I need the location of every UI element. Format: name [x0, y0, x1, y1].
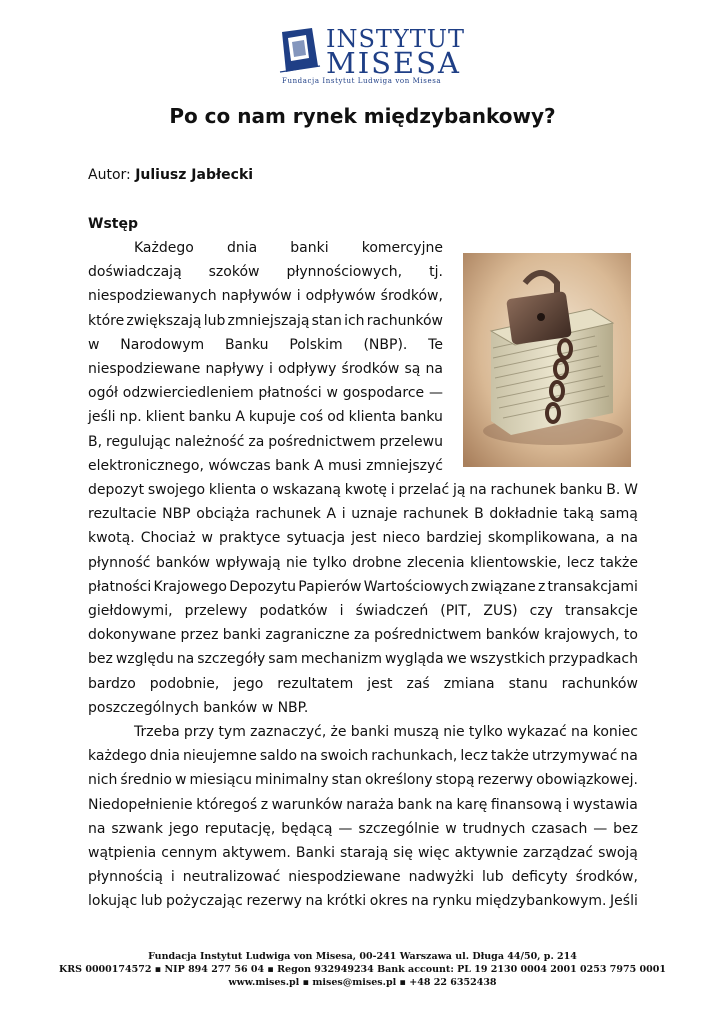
body-word: także — [490, 748, 530, 765]
body-word: rachunek — [490, 482, 556, 498]
body-word: lecz — [460, 748, 488, 765]
body-word: Krajowego — [153, 578, 227, 595]
body-word: Papierów — [298, 578, 362, 595]
body-word: środków, — [575, 869, 638, 886]
body-line — [88, 575, 638, 599]
body-word: na — [176, 651, 195, 668]
body-word: na — [435, 796, 453, 813]
body-word: nadwyżki — [408, 869, 475, 886]
body-word: aktywem. — [222, 845, 291, 861]
body-word: stan — [331, 772, 362, 789]
body-word: pożyczając — [165, 893, 243, 910]
body-word: A — [326, 506, 337, 523]
body-word: lokując — [88, 893, 138, 910]
body-word: jest — [367, 675, 393, 692]
body-word: klient — [145, 409, 185, 426]
body-line — [88, 430, 443, 454]
body-word: — — [593, 820, 608, 837]
body-word: o — [260, 482, 269, 498]
page-title: Po co nam rynek międzybankowy? — [169, 104, 556, 128]
body-line — [88, 260, 443, 284]
body-word: rachunków — [561, 675, 638, 692]
body-word: zarządzać — [522, 845, 594, 861]
body-word: minimalny — [255, 772, 329, 789]
body-word: kupuje — [248, 409, 296, 426]
body-word: środków — [341, 361, 400, 377]
body-word: z — [537, 578, 546, 595]
body-word: finansową — [490, 796, 562, 813]
body-word: dnia — [226, 240, 258, 256]
body-line — [88, 309, 443, 333]
body-word: dnia — [149, 748, 180, 765]
body-word: ich — [344, 312, 365, 329]
body-line — [88, 865, 638, 889]
body-word: podobnie, — [149, 675, 220, 692]
body-word: bez — [88, 651, 113, 668]
body-word: są — [404, 361, 421, 377]
body-word: czy — [529, 603, 553, 619]
body-word: wpływają — [215, 554, 281, 571]
body-word: na — [88, 820, 106, 837]
body-word: na — [571, 724, 589, 740]
body-word: i — [565, 796, 570, 813]
body-word: swoich — [320, 748, 369, 765]
body-word: nie — [286, 554, 308, 571]
body-word: na — [305, 893, 323, 910]
body-word: na — [620, 748, 638, 765]
body-word: gospodarce — [342, 385, 425, 402]
body-word: płatności — [88, 578, 152, 595]
body-line — [88, 696, 638, 720]
body-word: napływów — [221, 288, 292, 305]
body-line — [88, 526, 638, 550]
body-word: wystawia — [572, 796, 638, 813]
body-word: odpływy — [278, 361, 337, 377]
body-word: krajowych, — [543, 627, 620, 644]
body-word: bez — [613, 820, 638, 837]
body-word: któregoś — [196, 796, 258, 813]
body-word: utrzymywać — [532, 748, 618, 765]
body-word: jeśli — [88, 409, 116, 426]
body-word: i — [341, 506, 346, 523]
body-word: za — [248, 433, 265, 450]
body-word: środków, — [380, 288, 443, 305]
author-line — [88, 167, 253, 183]
body-word: B — [474, 506, 484, 523]
body-word: w — [445, 820, 457, 837]
body-word: bank — [397, 796, 432, 813]
body-word: obowiązkowej. — [536, 772, 638, 789]
body-word: (PIT, — [440, 603, 472, 619]
body-word: NBP — [162, 506, 191, 523]
body-word: rynku — [432, 893, 472, 910]
body-word: bardzo — [88, 675, 136, 692]
body-word: (NBP). — [363, 336, 408, 353]
body-word: nich — [88, 772, 118, 789]
body-word: obciąża — [196, 506, 250, 523]
body-word: naraża — [346, 796, 395, 813]
body-word: banku — [188, 409, 232, 426]
body-word: niespodziewane — [288, 869, 401, 886]
body-word: starają — [339, 845, 389, 861]
logo-word-instytut: INSTYTUT — [326, 25, 466, 53]
body-word: pośrednictwem — [374, 627, 482, 644]
body-word: będącą — [281, 820, 333, 837]
body-word: przelać — [398, 482, 450, 498]
body-word: od — [327, 409, 345, 426]
body-word: jego — [233, 675, 264, 692]
body-word: ją — [452, 482, 466, 498]
body-word: aktywnie — [454, 845, 518, 861]
body-line — [88, 478, 638, 502]
body-word: odpływów — [305, 288, 376, 305]
body-line — [88, 647, 638, 671]
body-word: zmniejszają — [227, 312, 310, 329]
body-line — [88, 357, 443, 381]
body-word: dokładnie — [489, 506, 558, 523]
body-word: na — [469, 482, 487, 498]
body-word: Te — [428, 336, 443, 353]
body-word: czasach — [531, 820, 588, 837]
body-word: elektronicznego, — [88, 457, 204, 474]
body-word: napływy — [205, 361, 264, 377]
body-word: kwotę — [344, 482, 388, 498]
body-word: przelewy — [184, 603, 248, 619]
body-word: zwiększają — [126, 312, 202, 329]
body-word: A — [314, 457, 324, 474]
body-word: nieujemne — [182, 748, 257, 765]
body-word: B. — [606, 482, 621, 498]
body-word: lecz — [566, 554, 595, 571]
footer-registration: KRS 0000174572 ▪ NIP 894 277 56 04 ▪ Regon 932949234 Bank account: PL 19 2130 0004 2001 0253 7975 0001 — [59, 964, 666, 975]
body-word: szwank — [111, 820, 164, 837]
body-word: banki — [350, 724, 390, 740]
body-word: drobne — [352, 554, 402, 571]
body-word: to — [623, 627, 638, 644]
body-word: saldo — [259, 748, 298, 765]
body-word: transakcjami — [547, 578, 638, 595]
body-word: tj. — [429, 264, 443, 281]
body-line — [88, 744, 638, 768]
body-word: podatków — [259, 603, 328, 619]
body-word: reputację, — [204, 820, 276, 837]
body-word: szoków — [208, 264, 260, 281]
body-word: pośrednictwem — [268, 433, 376, 450]
body-word: tylko — [468, 724, 503, 740]
body-word: na — [425, 361, 443, 377]
body-line — [88, 284, 443, 308]
body-word: dokonywane — [88, 627, 177, 644]
body-line — [134, 236, 443, 260]
body-word: banków — [485, 627, 540, 644]
body-word: na — [620, 530, 638, 547]
body-word: przypadkach — [548, 651, 638, 668]
body-word: Banki — [295, 845, 335, 861]
body-word: zmniejszyć — [366, 457, 443, 474]
body-word: rezerwy — [477, 772, 534, 789]
body-word: krótki — [326, 893, 367, 910]
body-word: na — [411, 893, 429, 910]
body-word: w — [326, 385, 338, 402]
body-word: zmiana — [443, 675, 495, 692]
body-word: warunków — [271, 796, 343, 813]
body-word: klienta — [208, 482, 257, 498]
body-word: także — [599, 554, 638, 571]
body-word: odzwierciedleniem — [122, 385, 254, 402]
body-word: banki — [290, 240, 329, 256]
body-word: przelewu — [379, 433, 443, 450]
body-word: stan — [311, 312, 342, 329]
body-word: banki — [222, 627, 262, 644]
body-word: stanu — [508, 675, 548, 692]
body-word: rachunkach, — [371, 748, 458, 765]
body-word: rachunek — [403, 506, 469, 523]
body-word: i — [339, 603, 344, 619]
body-word: doświadczają — [88, 264, 182, 281]
body-word: lub — [482, 869, 504, 886]
body-word: Niedopełnienie — [88, 796, 193, 813]
body-word: Wartościowych — [363, 578, 469, 595]
body-word: płynnością — [88, 869, 163, 886]
body-word: przez — [180, 627, 219, 644]
body-line — [88, 405, 443, 429]
body-word: płynność — [88, 554, 151, 571]
section-heading: Wstęp — [88, 216, 138, 232]
body-word: niespodziewane — [88, 361, 201, 377]
body-word: samą — [599, 506, 638, 523]
body-word: lub — [203, 312, 226, 329]
logo-tagline: Fundacja Instytut Ludwiga von Misesa — [282, 77, 442, 85]
body-line — [88, 502, 638, 526]
body-word: określony — [364, 772, 433, 789]
money-lock-image — [463, 253, 631, 467]
body-word: banku — [559, 482, 603, 498]
body-word: wszystkich — [469, 651, 546, 668]
body-word: zlecenia — [407, 554, 465, 571]
body-word: rachunek — [255, 506, 321, 523]
body-line — [88, 672, 638, 696]
body-word: zaznaczyć, — [250, 724, 327, 740]
body-word: że — [330, 724, 347, 740]
body-word: i — [296, 288, 301, 305]
body-word: skomplikowana, — [487, 530, 600, 547]
body-line — [88, 551, 638, 575]
body-word: sytuacja — [286, 530, 346, 547]
body-word: Każdego — [134, 240, 194, 256]
body-word: szczegóły — [197, 651, 266, 668]
body-line — [88, 454, 443, 478]
logo-emblem-icon — [278, 26, 322, 74]
body-word: Polskim — [289, 336, 343, 353]
body-word: giełdowymi, — [88, 603, 173, 619]
body-word: deficyty — [511, 869, 568, 886]
body-word: i — [170, 869, 175, 886]
body-word: jest — [351, 530, 377, 547]
body-word: wykazać — [507, 724, 567, 740]
body-word: miesiącu — [189, 772, 252, 789]
body-word: związane — [471, 578, 536, 595]
body-word: więc — [417, 845, 450, 861]
body-word: nieco — [382, 530, 421, 547]
body-word: W — [624, 482, 638, 498]
body-word: zaś — [406, 675, 430, 692]
body-word: zagraniczne — [265, 627, 350, 644]
body-line-text: poszczególnych banków w NBP. — [88, 699, 309, 716]
body-word: mechanizm — [300, 651, 382, 668]
body-word: się — [393, 845, 413, 861]
body-word: coś — [299, 409, 324, 426]
body-word: Chociaż — [140, 530, 196, 547]
body-word: przy — [183, 724, 215, 740]
body-word: średnio — [120, 772, 172, 789]
body-word: względu — [115, 651, 174, 668]
body-word: banków — [155, 554, 210, 571]
body-word: swoją — [598, 845, 638, 861]
body-word: tylko — [312, 554, 347, 571]
body-word: a — [605, 530, 615, 547]
body-word: karę — [456, 796, 488, 813]
body-word: niespodziewanych — [88, 288, 217, 305]
body-word: płatności — [258, 385, 322, 402]
body-word: we — [446, 651, 467, 668]
body-word: depozyt — [88, 482, 145, 498]
body-word: wygląda — [384, 651, 444, 668]
body-word: wskazaną — [272, 482, 342, 498]
body-word: wątpienia — [88, 845, 157, 861]
body-word: ZUS) — [483, 603, 518, 619]
body-word: transakcje — [565, 603, 638, 619]
body-line — [88, 768, 638, 792]
body-word: na — [300, 748, 318, 765]
body-word: np. — [119, 409, 142, 426]
body-word: praktyce — [218, 530, 281, 547]
body-word: które — [88, 312, 125, 329]
body-word: koniec — [592, 724, 638, 740]
body-word: Jeśli — [610, 893, 638, 910]
body-line — [88, 599, 638, 623]
body-line — [88, 841, 638, 865]
body-word: banku — [400, 409, 443, 426]
body-word: i — [390, 482, 395, 498]
body-word: taką — [563, 506, 595, 523]
body-word: Banku — [224, 336, 269, 353]
footer-address: Fundacja Instytut Ludwiga von Misesa, 00-241 Warszawa ul. Długa 44/50, p. 214 — [148, 951, 577, 962]
body-line — [88, 889, 638, 913]
body-word: w — [88, 336, 100, 353]
body-line — [88, 817, 638, 841]
body-word: — — [338, 820, 353, 837]
body-word: rezerwy — [246, 893, 302, 910]
body-word: sam — [268, 651, 298, 668]
body-word: świadczeń — [355, 603, 429, 619]
body-word: każdego — [88, 748, 147, 765]
body-word: klienta — [348, 409, 397, 426]
body-word: trudnych — [462, 820, 526, 837]
body-word: z — [260, 796, 269, 813]
page-footer — [0, 950, 725, 989]
body-word: jego — [168, 820, 199, 837]
body-word: rezultacie — [88, 506, 157, 523]
body-word: za — [354, 627, 370, 644]
body-word: neutralizować — [182, 869, 281, 886]
body-line — [88, 623, 638, 647]
body-word: szczególnie — [358, 820, 440, 837]
body-word: lub — [140, 893, 163, 910]
institute-logo — [278, 24, 466, 90]
body-word: ogół — [88, 385, 118, 402]
author-label: Autor: — [88, 167, 131, 183]
body-word: wówczas — [208, 457, 271, 474]
body-word: bardziej — [426, 530, 482, 547]
body-word: płynnościowych, — [286, 264, 403, 281]
body-word: komercyjne — [361, 240, 443, 256]
body-word: bank — [275, 457, 310, 474]
logo-word-misesa: MISESA — [326, 46, 461, 80]
body-word: Narodowym — [120, 336, 205, 353]
body-word: uznaje — [351, 506, 398, 523]
author-name: Juliusz Jabłecki — [135, 167, 254, 183]
body-word: międzybankowym. — [475, 893, 607, 910]
body-word: Trzeba — [134, 724, 180, 740]
body-word: cennym — [161, 845, 218, 861]
body-line — [88, 381, 443, 405]
body-word: rachunków — [366, 312, 443, 329]
body-word: Depozytu — [229, 578, 297, 595]
body-word: klientowskie, — [470, 554, 562, 571]
body-word: A — [235, 409, 245, 426]
body-word: stopą — [435, 772, 475, 789]
body-word: nie — [443, 724, 465, 740]
body-line — [134, 720, 638, 744]
body-line — [88, 333, 443, 357]
body-word: — — [428, 385, 443, 402]
body-word: rezultatem — [277, 675, 354, 692]
footer-contact: www.mises.pl ▪ mises@mises.pl ▪ +48 22 6352438 — [228, 977, 497, 988]
body-word: swojego — [147, 482, 206, 498]
body-word: w — [175, 772, 187, 789]
body-word: należność — [174, 433, 245, 450]
body-word: kwotą. — [88, 530, 135, 547]
body-word: regulując — [106, 433, 171, 450]
body-word: musi — [327, 457, 362, 474]
body-word: tym — [218, 724, 246, 740]
body-word: muszą — [393, 724, 440, 740]
body-word: B, — [88, 433, 103, 450]
body-word: okres — [369, 893, 408, 910]
body-word: i — [269, 361, 273, 377]
body-line — [88, 793, 638, 817]
body-word: w — [201, 530, 213, 547]
